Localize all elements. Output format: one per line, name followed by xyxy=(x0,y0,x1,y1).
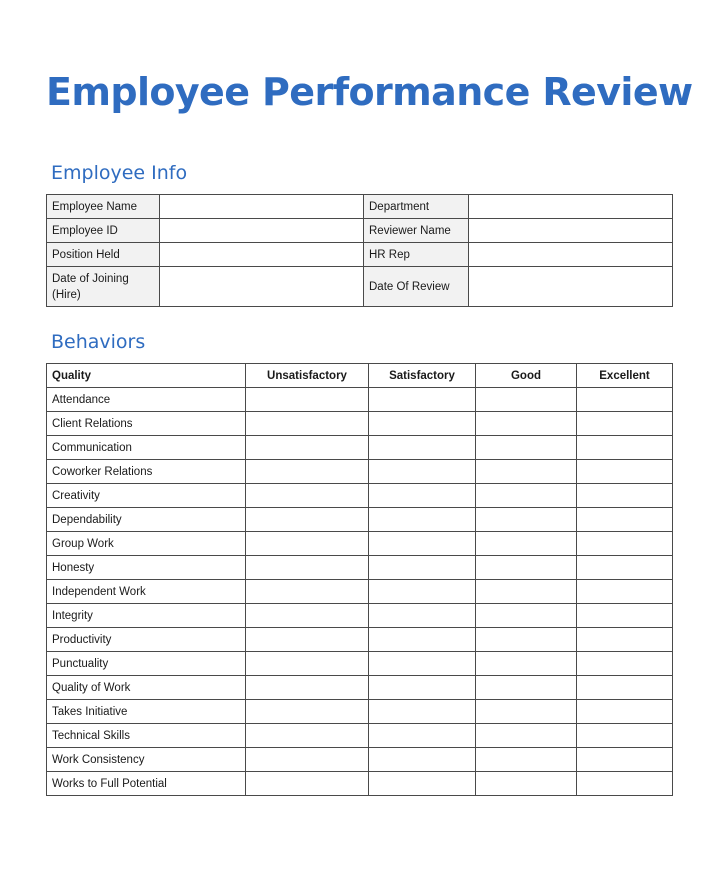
info-row xyxy=(47,267,673,307)
table-row xyxy=(47,388,673,412)
rating-cell-satisfactory[interactable] xyxy=(369,604,476,628)
rating-cell-satisfactory[interactable] xyxy=(369,772,476,796)
rating-cell-excellent[interactable] xyxy=(577,580,673,604)
rating-cell-excellent[interactable] xyxy=(577,748,673,772)
rating-cell-good[interactable] xyxy=(476,580,577,604)
table-row xyxy=(47,748,673,772)
rating-cell-excellent[interactable] xyxy=(577,676,673,700)
rating-cell-excellent[interactable] xyxy=(577,412,673,436)
employee-name-field[interactable] xyxy=(160,195,364,219)
quality-label: Communication xyxy=(47,436,246,460)
position-held-field[interactable] xyxy=(160,243,364,267)
rating-cell-satisfactory[interactable] xyxy=(369,628,476,652)
rating-cell-satisfactory[interactable] xyxy=(369,748,476,772)
rating-cell-satisfactory[interactable] xyxy=(369,724,476,748)
info-row xyxy=(47,219,673,243)
rating-cell-good[interactable] xyxy=(476,412,577,436)
rating-cell-satisfactory[interactable] xyxy=(369,532,476,556)
quality-label: Quality of Work xyxy=(47,676,246,700)
table-row xyxy=(47,412,673,436)
rating-cell-excellent[interactable] xyxy=(577,652,673,676)
rating-cell-excellent[interactable] xyxy=(577,772,673,796)
table-row xyxy=(47,700,673,724)
table-row xyxy=(47,508,673,532)
employee-info-table xyxy=(46,194,673,307)
rating-cell-unsatisfactory[interactable] xyxy=(246,436,369,460)
quality-label: Creativity xyxy=(47,484,246,508)
quality-label: Independent Work xyxy=(47,580,246,604)
rating-cell-unsatisfactory[interactable] xyxy=(246,508,369,532)
rating-cell-unsatisfactory[interactable] xyxy=(246,460,369,484)
rating-cell-good[interactable] xyxy=(476,772,577,796)
rating-cell-unsatisfactory[interactable] xyxy=(246,580,369,604)
employee-id-field[interactable] xyxy=(160,219,364,243)
rating-cell-excellent[interactable] xyxy=(577,532,673,556)
column-header-good: Good xyxy=(476,364,577,388)
quality-label: Honesty xyxy=(47,556,246,580)
department-field[interactable] xyxy=(469,195,673,219)
rating-cell-excellent[interactable] xyxy=(577,436,673,460)
table-row xyxy=(47,436,673,460)
table-row xyxy=(47,628,673,652)
rating-cell-satisfactory[interactable] xyxy=(369,412,476,436)
page-title: Employee Performance Review xyxy=(46,70,693,114)
rating-cell-excellent[interactable] xyxy=(577,604,673,628)
table-row xyxy=(47,724,673,748)
rating-cell-good[interactable] xyxy=(476,508,577,532)
quality-label: Work Consistency xyxy=(47,748,246,772)
rating-cell-satisfactory[interactable] xyxy=(369,436,476,460)
quality-label: Technical Skills xyxy=(47,724,246,748)
rating-cell-good[interactable] xyxy=(476,700,577,724)
rating-cell-unsatisfactory[interactable] xyxy=(246,388,369,412)
rating-cell-excellent[interactable] xyxy=(577,556,673,580)
info-row xyxy=(47,195,673,219)
table-row xyxy=(47,652,673,676)
rating-cell-good[interactable] xyxy=(476,556,577,580)
rating-cell-unsatisfactory[interactable] xyxy=(246,700,369,724)
rating-cell-good[interactable] xyxy=(476,628,577,652)
rating-cell-unsatisfactory[interactable] xyxy=(246,724,369,748)
position-held-label: Position Held xyxy=(47,243,160,267)
table-row xyxy=(47,580,673,604)
rating-cell-good[interactable] xyxy=(476,604,577,628)
rating-cell-satisfactory[interactable] xyxy=(369,556,476,580)
quality-label: Coworker Relations xyxy=(47,460,246,484)
rating-cell-good[interactable] xyxy=(476,484,577,508)
reviewer-name-field[interactable] xyxy=(469,219,673,243)
info-row xyxy=(47,243,673,267)
rating-cell-unsatisfactory[interactable] xyxy=(246,748,369,772)
rating-cell-unsatisfactory[interactable] xyxy=(246,772,369,796)
quality-label: Punctuality xyxy=(47,652,246,676)
employee-name-label: Employee Name xyxy=(47,195,160,219)
rating-cell-satisfactory[interactable] xyxy=(369,508,476,532)
table-row xyxy=(47,460,673,484)
hr-rep-field[interactable] xyxy=(469,243,673,267)
rating-cell-satisfactory[interactable] xyxy=(369,388,476,412)
rating-cell-excellent[interactable] xyxy=(577,460,673,484)
rating-cell-excellent[interactable] xyxy=(577,508,673,532)
department-label: Department xyxy=(364,195,469,219)
date-of-joining-label: Date of Joining (Hire) xyxy=(47,267,160,307)
rating-cell-excellent[interactable] xyxy=(577,700,673,724)
column-header-satisfactory: Satisfactory xyxy=(369,364,476,388)
quality-label: Integrity xyxy=(47,604,246,628)
quality-label: Takes Initiative xyxy=(47,700,246,724)
rating-cell-good[interactable] xyxy=(476,676,577,700)
rating-cell-unsatisfactory[interactable] xyxy=(246,628,369,652)
quality-label: Productivity xyxy=(47,628,246,652)
rating-cell-unsatisfactory[interactable] xyxy=(246,556,369,580)
date-of-review-field[interactable] xyxy=(469,267,673,307)
rating-cell-good[interactable] xyxy=(476,748,577,772)
table-row xyxy=(47,772,673,796)
rating-cell-excellent[interactable] xyxy=(577,484,673,508)
quality-label: Works to Full Potential xyxy=(47,772,246,796)
rating-cell-satisfactory[interactable] xyxy=(369,676,476,700)
rating-cell-unsatisfactory[interactable] xyxy=(246,676,369,700)
rating-cell-excellent[interactable] xyxy=(577,628,673,652)
behaviors-header-row xyxy=(47,364,673,388)
table-row xyxy=(47,676,673,700)
date-of-joining-field[interactable] xyxy=(160,267,364,307)
rating-cell-excellent[interactable] xyxy=(577,724,673,748)
rating-cell-excellent[interactable] xyxy=(577,388,673,412)
rating-cell-satisfactory[interactable] xyxy=(369,484,476,508)
rating-cell-satisfactory[interactable] xyxy=(369,700,476,724)
quality-label: Group Work xyxy=(47,532,246,556)
behaviors-heading: Behaviors xyxy=(51,331,146,353)
rating-cell-unsatisfactory[interactable] xyxy=(246,484,369,508)
rating-cell-good[interactable] xyxy=(476,724,577,748)
table-row xyxy=(47,556,673,580)
rating-cell-good[interactable] xyxy=(476,532,577,556)
quality-label: Dependability xyxy=(47,508,246,532)
table-row xyxy=(47,484,673,508)
rating-cell-good[interactable] xyxy=(476,460,577,484)
rating-cell-good[interactable] xyxy=(476,388,577,412)
rating-cell-satisfactory[interactable] xyxy=(369,580,476,604)
table-row xyxy=(47,604,673,628)
rating-cell-good[interactable] xyxy=(476,652,577,676)
reviewer-name-label: Reviewer Name xyxy=(364,219,469,243)
behaviors-body xyxy=(47,388,673,796)
rating-cell-good[interactable] xyxy=(476,436,577,460)
rating-cell-unsatisfactory[interactable] xyxy=(246,604,369,628)
rating-cell-unsatisfactory[interactable] xyxy=(246,652,369,676)
rating-cell-satisfactory[interactable] xyxy=(369,652,476,676)
quality-label: Client Relations xyxy=(47,412,246,436)
table-row xyxy=(47,532,673,556)
column-header-excellent: Excellent xyxy=(577,364,673,388)
behaviors-table xyxy=(46,363,673,796)
employee-info-heading: Employee Info xyxy=(51,162,188,184)
column-header-quality: Quality xyxy=(47,364,246,388)
rating-cell-unsatisfactory[interactable] xyxy=(246,532,369,556)
hr-rep-label: HR Rep xyxy=(364,243,469,267)
column-header-unsatisfactory: Unsatisfactory xyxy=(246,364,369,388)
employee-id-label: Employee ID xyxy=(47,219,160,243)
quality-label: Attendance xyxy=(47,388,246,412)
rating-cell-satisfactory[interactable] xyxy=(369,460,476,484)
date-of-review-label: Date Of Review xyxy=(364,267,469,307)
rating-cell-unsatisfactory[interactable] xyxy=(246,412,369,436)
